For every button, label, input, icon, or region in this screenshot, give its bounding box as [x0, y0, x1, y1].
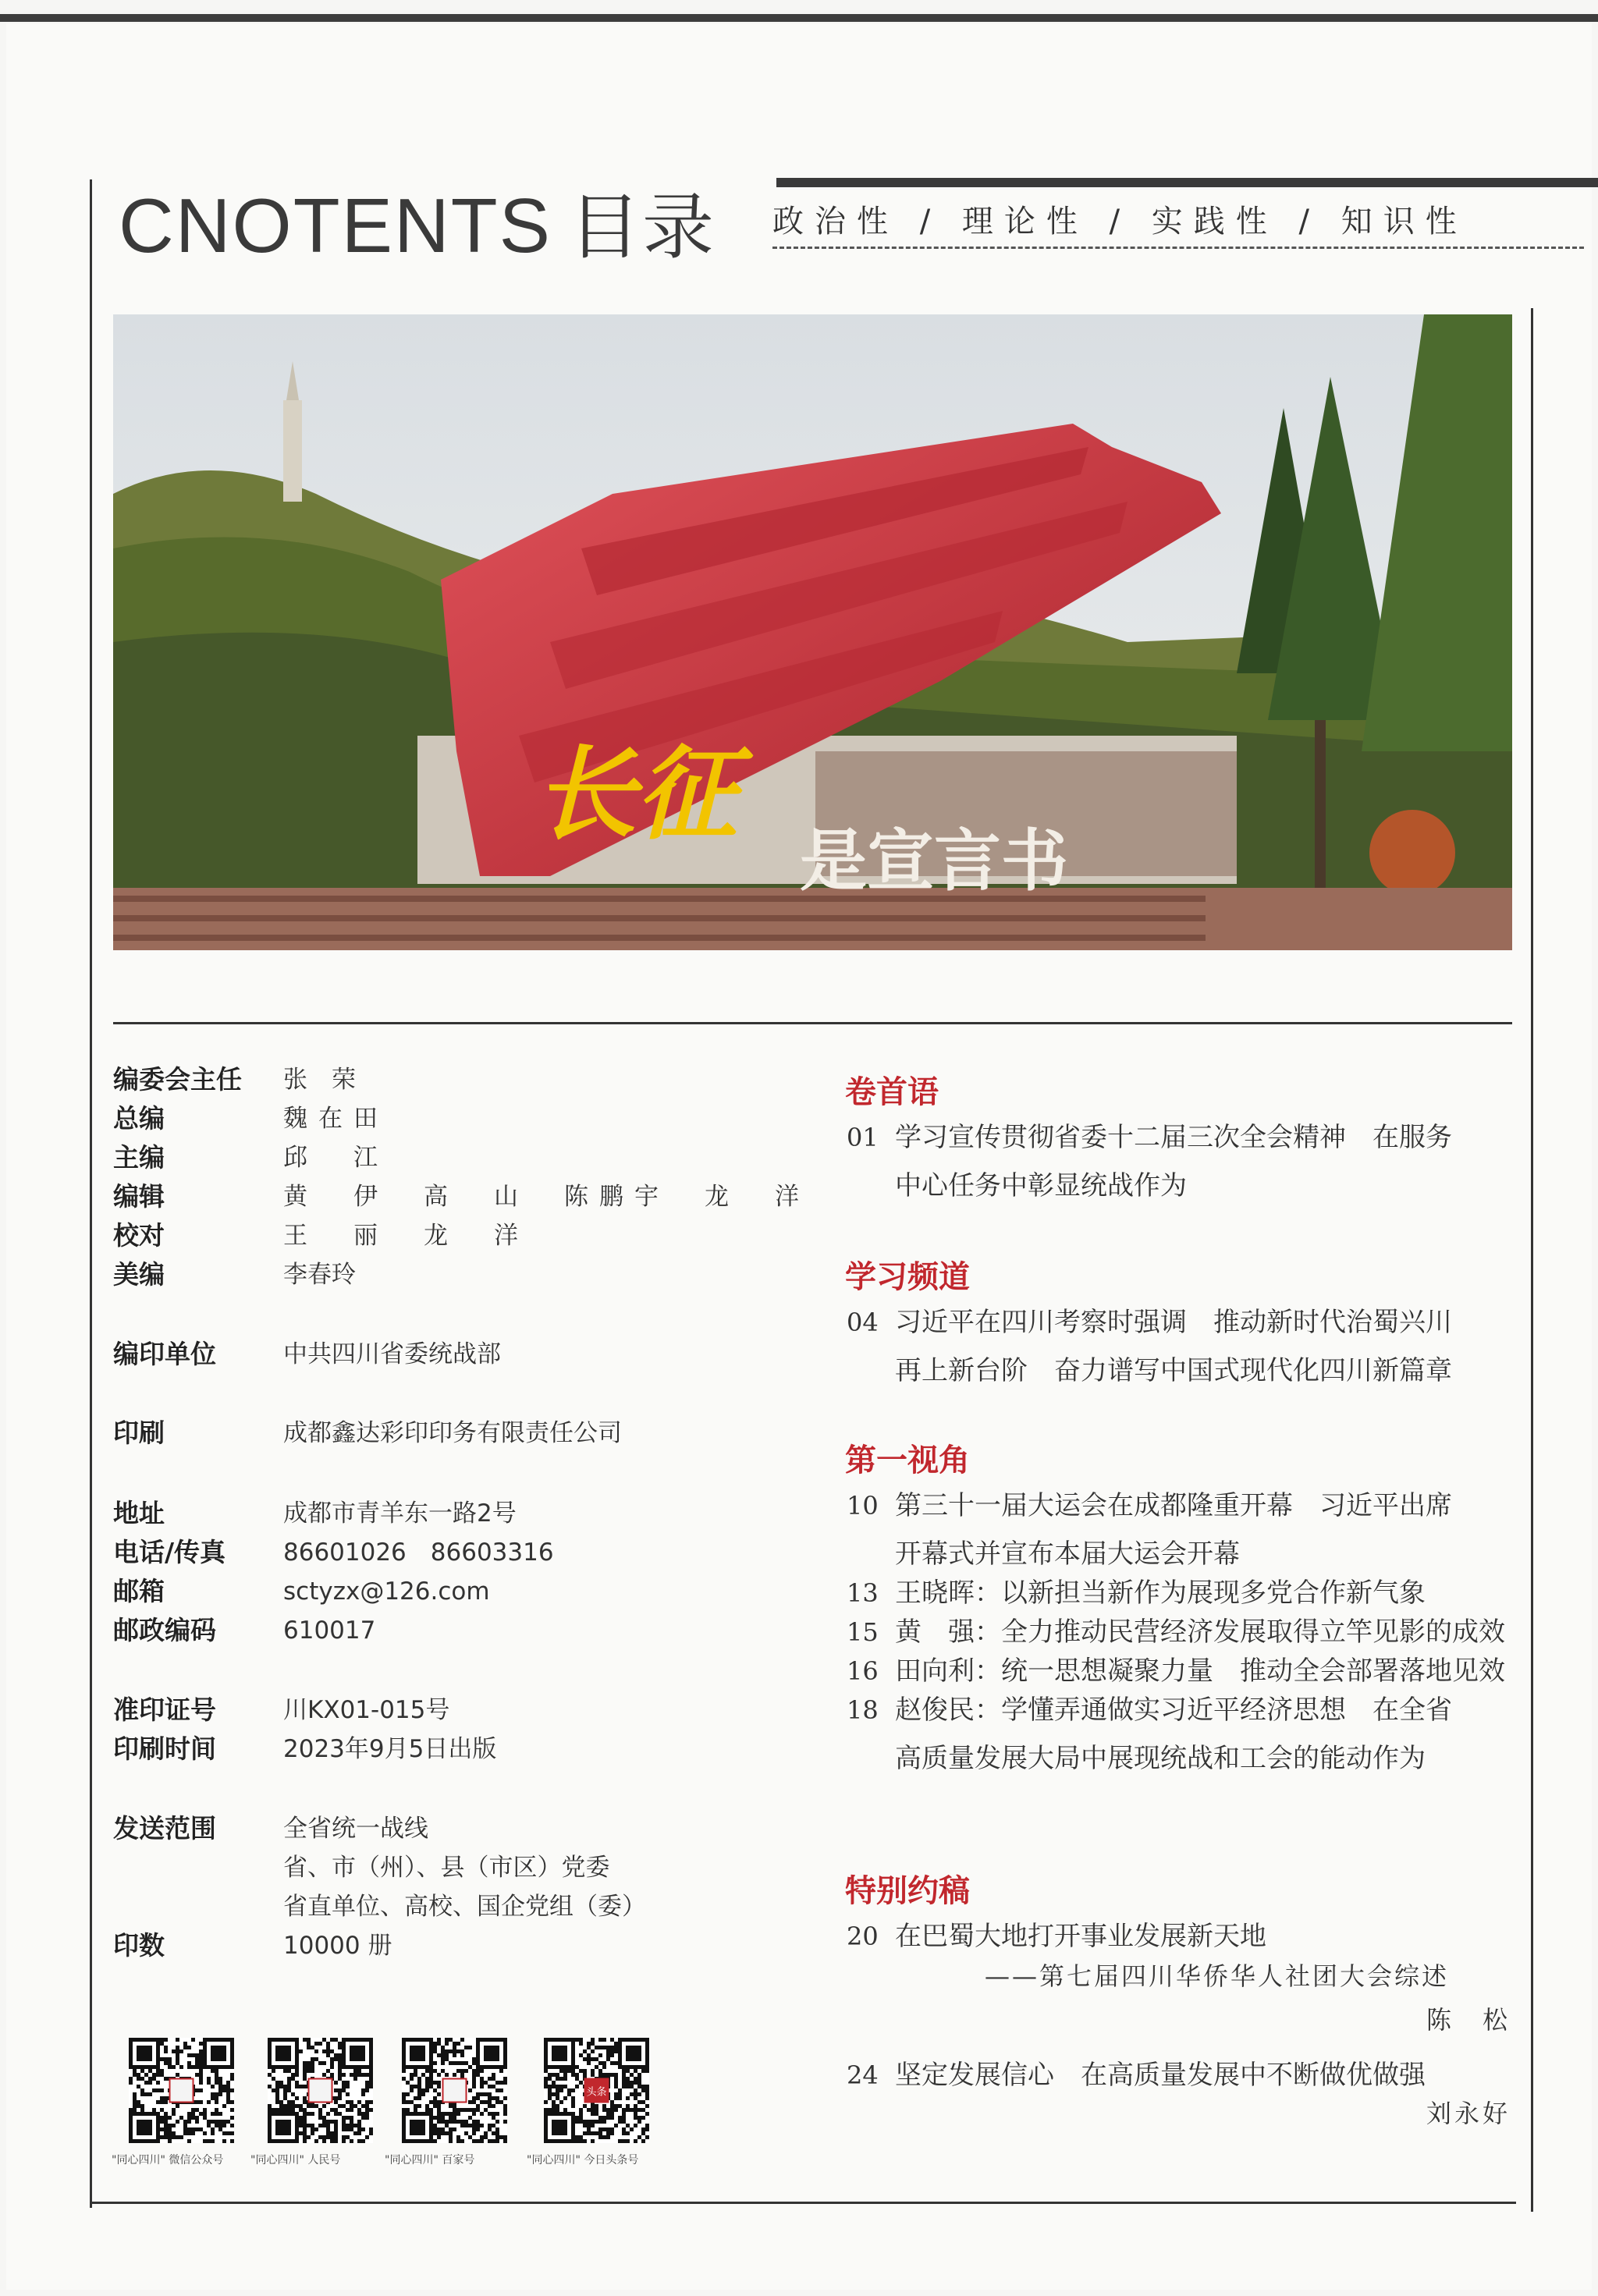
masthead-label: 主编 [113, 1142, 165, 1173]
toc-entry[interactable] [847, 1484, 1452, 1522]
masthead-label: 印刷时间 [113, 1734, 216, 1764]
header-dashed-rule [772, 247, 1584, 249]
toc-section-title: 学习频道 [845, 1259, 970, 1295]
toc-page-number: 24 [847, 2060, 879, 2090]
masthead-label: 编印单位 [113, 1339, 216, 1369]
toc-entry[interactable] [847, 1301, 1452, 1339]
toc-page-number: 16 [847, 1656, 879, 1686]
toc-entry[interactable] [847, 1649, 1505, 1687]
masthead-label: 邮箱 [113, 1576, 165, 1606]
qr-caption: "同心四川" 人民号 [250, 2154, 341, 2166]
sign-text: 是宣言书 [800, 822, 1068, 900]
masthead-label: 准印证号 [113, 1694, 216, 1725]
masthead-value: 成都鑫达彩印印务有限责任公司 [283, 1419, 622, 1447]
masthead-value: 86601026 86603316 [283, 1538, 554, 1567]
toc-entry-continuation[interactable]: 高质量发展大局中展现统战和工会的能动作为 [895, 1743, 1426, 1774]
masthead-label: 美编 [113, 1259, 165, 1290]
toc-entry-title: 赵俊民：学懂弄通做实习近平经济思想 在全省 [895, 1694, 1452, 1726]
toc-entry-continuation[interactable]: 开幕式并宣布本届大运会开幕 [895, 1538, 1240, 1570]
left-rule [90, 179, 92, 2208]
masthead-value: 2023年9月5日出版 [283, 1735, 497, 1763]
masthead-label: 地址 [113, 1498, 165, 1528]
qr-caption: "同心四川" 今日头条号 [527, 2154, 639, 2166]
toc-entry-title: 第三十一届大运会在成都隆重开幕 习近平出席 [895, 1490, 1452, 1521]
toc-entry-author: 陈 松 [1426, 2005, 1511, 2035]
masthead-value: sctyzx@126.com [283, 1577, 490, 1606]
header-bar [776, 178, 1598, 187]
masthead-label: 印刷 [113, 1418, 165, 1448]
toc-page-number: 04 [847, 1308, 879, 1337]
right-rule [1531, 308, 1533, 2212]
toc-entry-continuation[interactable]: 中心任务中彰显统战作为 [895, 1170, 1187, 1201]
masthead-value: 成都市青羊东一路2号 [283, 1499, 517, 1528]
contents-heading [119, 170, 716, 273]
toc-entry[interactable] [847, 1116, 1452, 1154]
toc-section-title: 特别约稿 [845, 1873, 970, 1909]
qr-caption: "同心四川" 微信公众号 [112, 2154, 224, 2166]
masthead-value: 10000 册 [283, 1932, 392, 1960]
toc-page-number: 13 [847, 1578, 879, 1608]
top-edge-bar [0, 14, 1598, 22]
toc-entry-title: 习近平在四川考察时强调 推动新时代治蜀兴川 [895, 1307, 1452, 1338]
masthead-label: 校对 [113, 1220, 165, 1251]
toc-entry-title: 王晓晖：以新担当新作为展现多党合作新气象 [895, 1577, 1426, 1609]
toc-page-number: 20 [847, 1922, 879, 1951]
toc-entry[interactable] [847, 1915, 1266, 1953]
toc-page-number: 10 [847, 1491, 879, 1521]
masthead-label: 电话/传真 [113, 1537, 226, 1567]
qr-code[interactable] [544, 2038, 649, 2143]
masthead-value: 全省统一战线 [283, 1815, 428, 1843]
toc-entry-title: 学习宣传贯彻省委十二届三次全会精神 在服务 [895, 1122, 1452, 1153]
masthead-value: 中共四川省委统战部 [283, 1340, 501, 1368]
toc-entry-subtitle: ——第七届四川华侨华人社团大会综述 [985, 1961, 1450, 1991]
toc-section-title: 卷首语 [845, 1074, 939, 1110]
masthead-value: 张 荣 [283, 1066, 356, 1094]
tagline: 政治性 / 理论性 / 实践性 / 知识性 [772, 204, 1468, 240]
masthead-value: 610017 [283, 1616, 376, 1645]
toc-entry-title: 在巴蜀大地打开事业发展新天地 [895, 1921, 1266, 1952]
masthead-value: 邱 江 [283, 1144, 389, 1172]
contents-heading-en: CNOTENTS [119, 183, 552, 268]
bottom-rule [92, 2202, 1516, 2204]
contents-heading-cn: 目录 [569, 186, 716, 269]
sign-calligraphy: 长征 [534, 734, 738, 853]
middle-rule [113, 1022, 1512, 1024]
toc-page-number: 15 [847, 1617, 879, 1647]
masthead-value: 省直单位、高校、国企党组（委） [283, 1893, 646, 1921]
masthead-label: 编辑 [113, 1181, 165, 1212]
qr-code[interactable] [402, 2038, 507, 2143]
toc-entry-title: 坚定发展信心 在高质量发展中不断做优做强 [895, 2060, 1426, 2091]
toc-entry[interactable] [847, 1610, 1505, 1648]
masthead-value: 魏在田 [283, 1105, 389, 1133]
toc-entry[interactable] [847, 1688, 1452, 1726]
masthead-value: 省、市（州）、县（市区）党委 [283, 1854, 610, 1882]
masthead-label: 发送范围 [113, 1813, 216, 1844]
masthead-label: 邮政编码 [113, 1615, 216, 1645]
masthead-value: 李春玲 [283, 1261, 356, 1289]
toc-page-number: 01 [847, 1123, 879, 1152]
qr-code[interactable] [129, 2038, 234, 2143]
toc-entry-author: 刘永好 [1426, 2099, 1511, 2128]
masthead-label: 总编 [113, 1103, 165, 1134]
masthead-label: 印数 [113, 1930, 165, 1961]
cover-photo [113, 314, 1512, 950]
toc-entry[interactable] [847, 2053, 1426, 2092]
toc-entry-continuation[interactable]: 再上新台阶 奋力谱写中国式现代化四川新篇章 [895, 1355, 1452, 1386]
qr-badge-text: 头条 [586, 2086, 607, 2099]
masthead-label: 编委会主任 [113, 1064, 242, 1095]
masthead-value: 王 丽 龙 洋 [283, 1222, 529, 1250]
masthead-value: 川KX01-015号 [283, 1696, 450, 1724]
toc-entry-title: 黄 强：全力推动民营经济发展取得立竿见影的成效 [895, 1616, 1505, 1648]
qr-code[interactable] [268, 2038, 373, 2143]
toc-section-title: 第一视角 [845, 1443, 970, 1478]
toc-entry-title: 田向利：统一思想凝聚力量 推动全会部署落地见效 [895, 1655, 1505, 1687]
toc-entry[interactable] [847, 1571, 1426, 1609]
toc-page-number: 18 [847, 1695, 879, 1725]
qr-caption: "同心四川" 百家号 [385, 2154, 475, 2166]
masthead-value: 黄 伊 高 山 陈鹏宇 龙 洋 [283, 1183, 810, 1211]
